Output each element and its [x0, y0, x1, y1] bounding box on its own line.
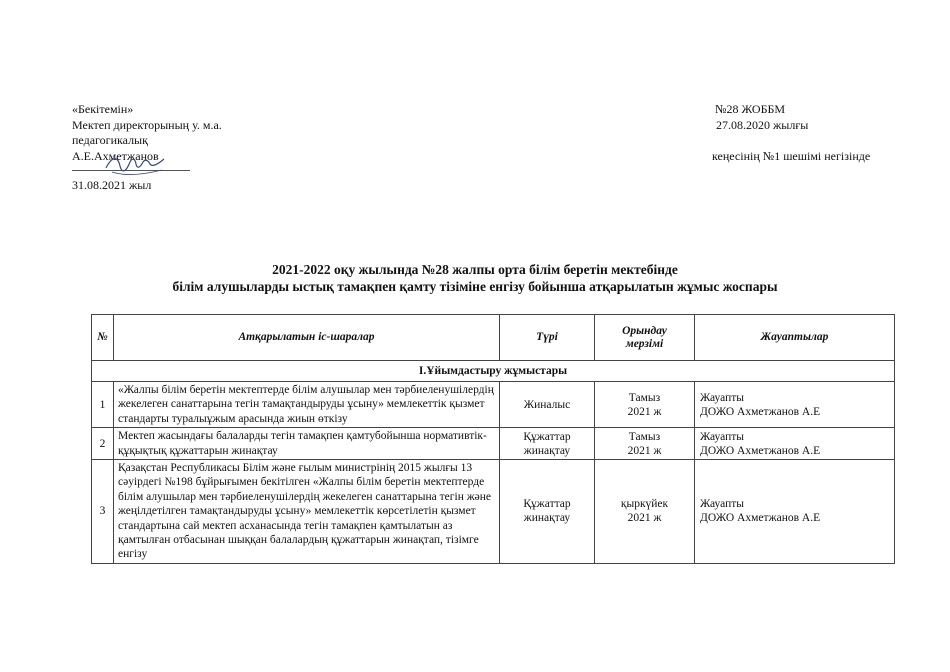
work-plan-table — [91, 314, 895, 564]
section-title: I.Ұйымдастыру жұмыстары — [92, 361, 895, 382]
section-row — [92, 361, 895, 382]
row-responsible: Жауапты ДОЖО Ахметжанов А.Е — [695, 382, 895, 428]
council-decision: кеңесінің №1 шешімі негізінде — [712, 149, 871, 163]
row-event: Мектеп жасындағы балаларды тегін тамақпен қамтубойынша нормативтік-құқықтық құжаттарын жинақтау — [114, 428, 500, 460]
row-type: Құжаттар жинақтау — [500, 460, 595, 564]
row-responsible: Жауапты ДОЖО Ахметжанов А.Е — [695, 460, 895, 564]
row-type: Жиналыс — [500, 382, 595, 428]
row-deadline: қыркүйек 2021 ж — [595, 460, 695, 564]
row-num: 3 — [92, 460, 114, 564]
header-deadline: Орындау мерзімі — [595, 315, 695, 361]
table-row — [92, 382, 895, 428]
title-line-1: 2021-2022 оқу жылында №28 жалпы орта білім беретін мектебінде — [272, 262, 678, 277]
header-num: № — [92, 315, 114, 361]
title-line-2: білім алушыларды ыстық тамақпен қамту тізіміне енгізу бойынша атқарылатын жұмыс жоспары — [172, 279, 778, 294]
row-event: «Жалпы білім беретін мектептерде білім алушылар мен тәрбиеленушілердің жекелеген санаттарына тегін тамақтандыруды ұсыну» мемлекеттік қызмет стандарты туралыұжым арасында жиын өткізу — [114, 382, 500, 428]
approval-name: А.Е.Ахметжанов — [72, 148, 159, 163]
table-row — [92, 428, 895, 460]
approval-date: 31.08.2021 жыл — [72, 178, 152, 192]
row-type: Құжаттар жинақтау — [500, 428, 595, 460]
row-event: Қазақстан Республикасы Білім және ғылым министрінің 2015 жылғы 13 сәуірдегі №198 бұйрығымен бекітілген «Жалпы білім беретін мектептерде білім алушылар мен тәрбиеленушілердің жекелеген санаттарына тегін және жеңілдетілген тамақтандыруды ұсыну» мемлекеттік көрсетілетін қызмет стандартына сай мектеп асханасында тегін тамақпен қамтылатын аз қамтылған отбасынан шыққан балалардың құжаттарын жинақтап, тізімге енгізу — [114, 460, 500, 564]
approval-position-cont: педагогикалық — [72, 133, 148, 147]
signature-scribble-icon — [102, 150, 172, 180]
header-responsible: Жауаптылар — [695, 315, 895, 361]
table-header-row — [92, 315, 895, 361]
approval-heading: «Бекітемін» — [72, 102, 134, 116]
row-num: 1 — [92, 382, 114, 428]
approval-position: Мектеп директорының у. м.а. — [72, 117, 222, 132]
table-row — [92, 460, 895, 564]
council-date: 27.08.2020 жылғы — [716, 117, 809, 132]
council-school: №28 ЖОББМ — [715, 102, 786, 116]
row-deadline: Тамыз 2021 ж — [595, 428, 695, 460]
row-num: 2 — [92, 428, 114, 460]
header-type: Түрі — [500, 315, 595, 361]
row-responsible: Жауапты ДОЖО Ахметжанов А.Е — [695, 428, 895, 460]
document-title — [0, 261, 950, 295]
header-event: Атқарылатын іс-шаралар — [114, 315, 500, 361]
council-block — [712, 102, 870, 165]
row-deadline: Тамыз 2021 ж — [595, 382, 695, 428]
